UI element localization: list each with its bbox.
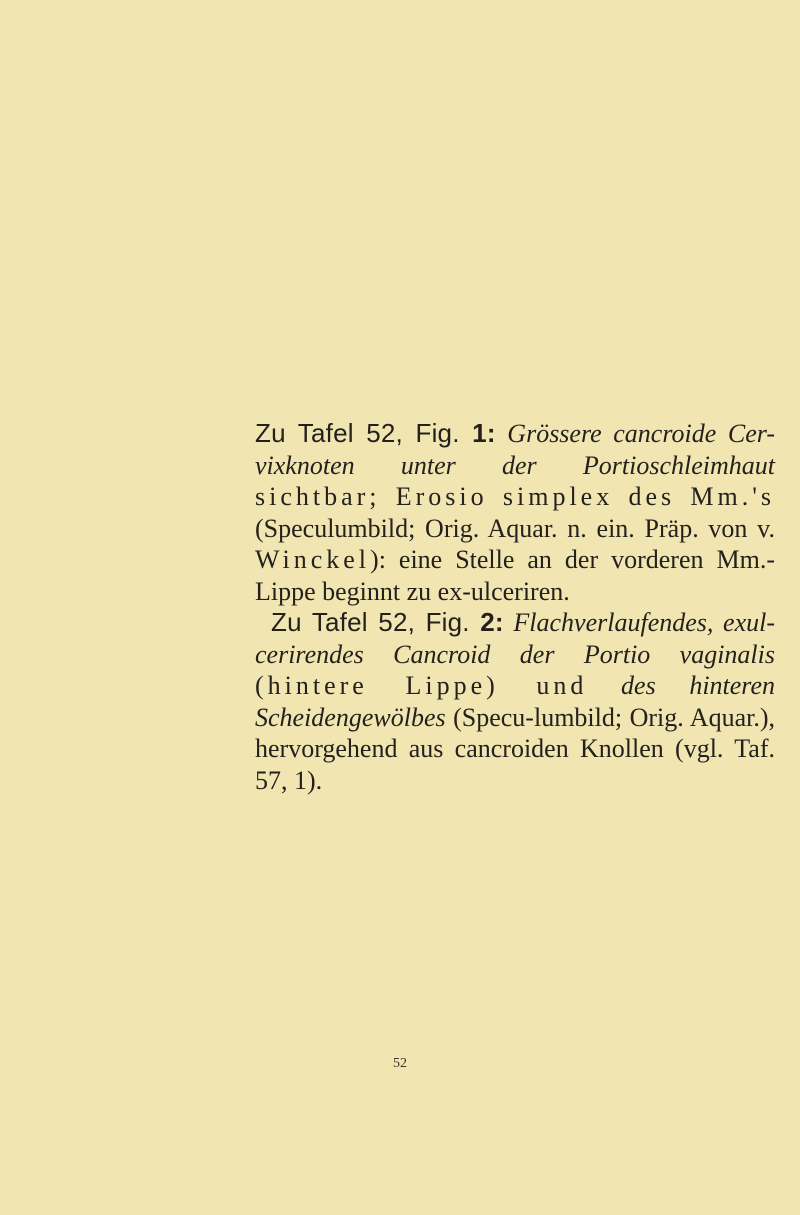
page-number: 52: [393, 1056, 407, 1071]
caption-heading: Zu Tafel 52, Fig. 1:: [255, 418, 496, 448]
caption-heading: Zu Tafel 52, Fig. 2:: [271, 607, 504, 637]
caption-italic-text: des hinteren Scheidengewölbes: [255, 671, 775, 732]
caption-spaced-text: sichtbar; Erosio simplex des Mm.'s: [255, 482, 775, 511]
caption-text: (Specu-lumbild; Orig. Aquar.), hervorgehend aus cancroiden Knollen (vgl. Taf. 57, 1).: [255, 702, 775, 795]
caption-text: (Speculumbild; Orig. Aquar. n. ein. Präp. von v.: [255, 513, 775, 543]
caption-fig-1: [255, 418, 775, 607]
caption-block: [255, 418, 775, 796]
caption-fig-2: [255, 607, 775, 796]
caption-author-name: Winckel: [255, 545, 371, 574]
caption-text: ): eine Stelle an der vorderen Mm.-Lippe beginnt zu ex-ulceriren.: [255, 545, 775, 606]
caption-italic-text: Grössere cancroide Cer-vixknoten unter der Portioschleimhaut: [255, 419, 775, 480]
caption-italic-text: Flachverlaufendes, exul-cerirendes Cancroid der Portio vaginalis: [255, 608, 775, 669]
caption-spaced-text: (hintere Lippe) und: [255, 671, 588, 700]
